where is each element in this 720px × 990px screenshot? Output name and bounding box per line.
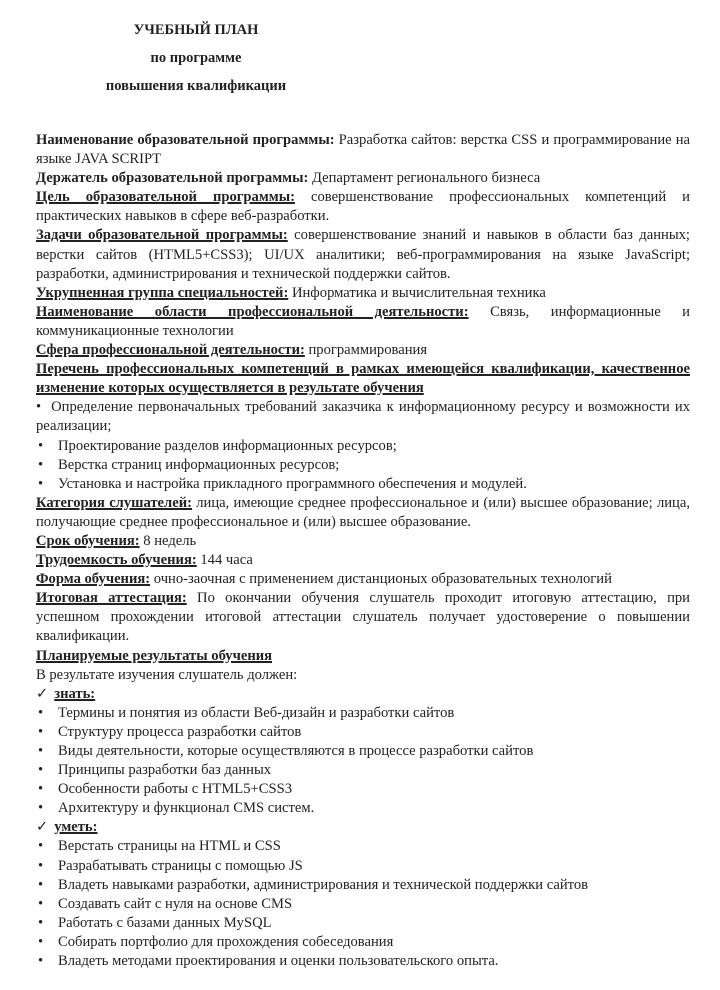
checkmark-icon: ✓ (36, 685, 49, 702)
list-item (36, 876, 690, 895)
list-item-text: Принципы разработки баз данных (58, 762, 272, 779)
field-value: очно-заочная с применением дистанционых образовательных технологий (150, 571, 612, 588)
document-subtitle: по программе (150, 50, 242, 66)
field-label: Категория слушателей: (36, 494, 192, 511)
list-item-text: Определение первоначальных требований заказчика к информационному ресурсу и возможности их реализации; (36, 399, 690, 435)
bullet-icon: • (38, 475, 44, 492)
list-item-text: Проектирование разделов информационных ресурсов; (58, 437, 397, 454)
document-body (36, 131, 690, 971)
field-row (36, 188, 690, 226)
bullet-icon: • (38, 914, 44, 931)
bullet-icon: • (36, 399, 42, 416)
field-row (36, 589, 690, 646)
bullet-icon: • (38, 704, 44, 721)
results-intro: В результате изучения слушатель должен: (36, 666, 298, 683)
list-item-text: Создавать сайт с нуля на основе CMS (58, 895, 293, 912)
competencies-heading-text: Перечень профессиональных компетенций в рамках имеющейся квалификации, качественное изменение которых осуществляется в результате обучения (36, 361, 690, 397)
list-item (36, 914, 690, 933)
list-item-text: Виды деятельности, которые осуществляются в процессе разработки сайтов (58, 743, 534, 759)
bullet-icon: • (38, 762, 44, 779)
list-item (36, 742, 690, 761)
field-label: Цель образовательной программы: (36, 189, 295, 206)
competencies-list (36, 398, 690, 493)
field-label: Трудоемкость обучения: (36, 552, 197, 569)
field-row (36, 551, 690, 570)
list-item (36, 761, 690, 780)
know-list (36, 704, 690, 819)
program-fields (36, 131, 690, 360)
bullet-icon: • (38, 437, 44, 454)
competencies-heading (36, 360, 690, 398)
bullet-icon: • (38, 876, 44, 893)
field-value: совершенствование профессиональных компетенций и практических навыков в сфере веб-разработки. (36, 189, 690, 225)
field-row (36, 169, 690, 188)
field-value: лица, имеющие среднее профессиональное и (или) высшее образование; лица, получающие среднее профессиональное и (или) высшее образование. (36, 494, 690, 530)
list-item-text: Разрабатывать страницы с помощью JS (58, 857, 303, 874)
list-item-text: Структуру процесса разработки сайтов (58, 723, 302, 740)
field-label: Наименование области профессиональной деятельности: (36, 303, 469, 320)
field-value: совершенствование знаний и навыков в области баз данных; верстки сайтов (HTML5+CSS3); UI/UX аналитики; веб-программирования на языке JavaScript; разработки, администрирования и технической поддержки сайтов. (36, 227, 690, 282)
bullet-icon: • (38, 953, 44, 970)
bullet-icon: • (38, 857, 44, 874)
field-label: Итоговая аттестация: (36, 590, 187, 607)
field-label: Наименование образовательной программы: (36, 132, 335, 148)
field-value: Связь, информационные и коммуникационные технологии (36, 303, 690, 339)
bullet-icon: • (38, 895, 44, 912)
list-item (36, 837, 690, 856)
can-heading (36, 818, 690, 837)
list-item (36, 398, 690, 436)
field-row (36, 226, 690, 283)
bullet-icon: • (38, 800, 44, 817)
checkmark-icon: ✓ (36, 819, 49, 836)
field-label: Форма обучения: (36, 571, 151, 588)
field-value: 144 часа (196, 552, 253, 569)
know-label: знать: (54, 685, 96, 702)
list-item (36, 723, 690, 742)
field-value: 8 недель (139, 532, 197, 549)
field-value: Информатика и вычислительная техника (288, 284, 546, 301)
bullet-icon: • (38, 781, 44, 798)
list-item-text: Верстка страниц информационных ресурсов; (58, 456, 340, 473)
field-row (36, 341, 690, 360)
list-item (36, 952, 690, 971)
field-value: По окончании обучения слушатель проходит итоговую аттестацию, при успешном прохождении итоговой аттестации слушатель получает удостоверение о повышении квалификации. (36, 590, 690, 645)
document-header (80, 16, 312, 100)
field-label: Укрупненная группа специальностей: (36, 284, 289, 301)
field-value: Департамент регионального бизнеса (308, 170, 541, 187)
list-item-text: Владеть навыками разработки, администрирования и технической поддержки сайтов (58, 876, 589, 893)
list-item-text: Термины и понятия из области Веб-дизайн и разработки сайтов (58, 704, 455, 721)
can-label: уметь: (54, 819, 98, 836)
list-item (36, 933, 690, 952)
results-heading (36, 647, 690, 666)
list-item-text: Верстать страницы на HTML и CSS (58, 838, 281, 855)
can-list (36, 837, 690, 971)
field-row (36, 303, 690, 341)
list-item-text: Собирать портфолио для прохождения собеседования (58, 933, 394, 950)
field-row (36, 131, 690, 169)
field-label: Сфера профессиональной деятельности: (36, 342, 305, 359)
list-item-text: Архитектуру и функционал CMS систем. (58, 800, 315, 817)
field-row (36, 570, 690, 589)
list-item-text: Особенности работы с HTML5+CSS3 (58, 781, 293, 798)
list-item (36, 799, 690, 818)
list-item (36, 437, 690, 456)
field-value: Разработка сайтов: верстка CSS и программирование на языке JAVA SCRIPT (36, 132, 690, 168)
list-item-text: Работать с базами данных MySQL (58, 914, 272, 931)
bullet-icon: • (38, 723, 44, 740)
field-label: Задачи образовательной программы: (36, 227, 288, 244)
list-item (36, 456, 690, 475)
field-row (36, 494, 690, 532)
course-fields (36, 494, 690, 647)
know-heading (36, 685, 690, 704)
document-title: УЧЕБНЫЙ ПЛАН (133, 22, 259, 38)
list-item-text: Владеть методами проектирования и оценки пользовательского опыта. (58, 953, 499, 970)
bullet-icon: • (38, 743, 44, 759)
bullet-icon: • (38, 456, 44, 473)
field-row (36, 532, 690, 551)
list-item (36, 704, 690, 723)
list-item (36, 895, 690, 914)
list-item (36, 475, 690, 494)
list-item (36, 780, 690, 799)
field-value: программирования (304, 342, 428, 359)
bullet-icon: • (38, 838, 44, 855)
document-subtitle: повышения квалификации (105, 78, 287, 94)
list-item (36, 857, 690, 876)
field-label: Срок обучения: (36, 532, 140, 549)
results-heading-text: Планируемые результаты обучения (36, 647, 273, 664)
bullet-icon: • (38, 933, 44, 950)
field-row (36, 284, 690, 303)
field-label: Держатель образовательной программы: (36, 170, 309, 187)
list-item-text: Установка и настройка прикладного программного обеспечения и модулей. (58, 475, 527, 492)
